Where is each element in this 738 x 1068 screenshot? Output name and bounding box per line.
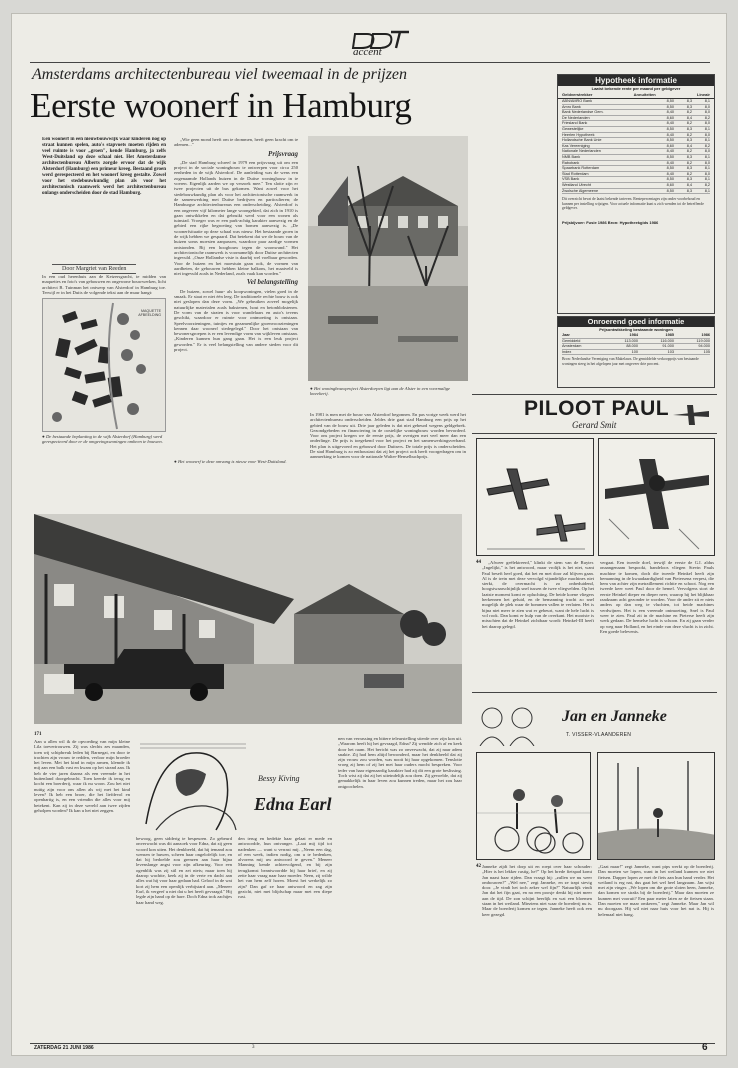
hypotheek-rate: 8,50 bbox=[666, 188, 674, 193]
article-kicker: Amsterdams architectenbureau viel tweemaal in de prijzen bbox=[32, 66, 408, 83]
hypotheek-rate: 8,2 bbox=[686, 132, 692, 137]
masthead-logo bbox=[347, 30, 417, 60]
comic-divider bbox=[472, 692, 717, 693]
col2-intro: „Wie geen mond heeft om te drommen, heeft geen kracht om te ademen..." bbox=[174, 137, 298, 148]
hypotheek-rate: 8,50 bbox=[666, 99, 674, 103]
piloot-paul-title: PILOOT PAUL bbox=[524, 397, 670, 420]
hypotheek-lender-name: Amro Bank bbox=[562, 104, 581, 109]
hypotheek-col-lineair: Lineair bbox=[696, 92, 710, 97]
article-intro: In een oud herenhuis aan de Keizersgracht, te midden van maquettes en foto's van gebouwen en ongewone bouwwerken, licht architect B. Tuinman het ontwerp van Alsterdorf in Hamburg toe. Terwijl er in het Duits de volgende tekst aan de muur hangt: bbox=[42, 274, 166, 295]
hypotheek-rate: 8,2 bbox=[704, 182, 710, 187]
piloot-paul-plane-icon bbox=[671, 401, 711, 429]
article-column-2 bbox=[174, 137, 298, 457]
jan-janneke-title: Jan en Janneke bbox=[562, 708, 667, 725]
onroerend-footnote: Bron: Nederlandse Vereniging van Makelaars. De gemiddelde verkoopprijs van bestaande woningen steeg in het afgelopen jaar met ongeveer drie procent. bbox=[562, 357, 699, 366]
hypotheek-rate: 8,40 bbox=[666, 110, 674, 115]
hypotheek-rate: 8,2 bbox=[686, 121, 692, 126]
hypotheek-rate: 8,2 bbox=[704, 143, 710, 148]
hypotheek-rate: 8,40 bbox=[666, 121, 674, 126]
hypotheek-lender-name: Rabobank bbox=[562, 160, 580, 165]
article-headline: Eerste woonerf in Hamburg bbox=[30, 86, 412, 125]
woonerf-photo-1 bbox=[308, 136, 468, 381]
onroerend-cell: 91.000 bbox=[662, 344, 674, 349]
onroerend-table bbox=[558, 333, 714, 355]
onroerend-cell: 88.000 bbox=[626, 344, 638, 349]
hypotheek-rate: 8,3 bbox=[686, 188, 692, 193]
hypotheek-lender-name: NMB Bank bbox=[562, 154, 581, 159]
hypotheek-rate: 8,60 bbox=[666, 143, 674, 148]
hypotheek-rate: 8,50 bbox=[666, 138, 674, 143]
hypotheek-rate: 8,3 bbox=[686, 166, 692, 171]
hypotheek-rate: 8,40 bbox=[666, 160, 674, 165]
jan-text-right: „Gaat maar!" zegt Janneke, want pips werkt op de boerderij. Dan moeten we lopen, want in het weiland kunnen we niet fietsen. Dapper lopen ze met de fiets aan hun hand verder. Het weiland is erg nat, dus gaat het wel heel langzaam. Jan wijst met zijn vinger. „We lopen om die grote sloten heen, Janneke, dan komen we straks bij de boerderij." Maar dan moeten ze kunnen met vooruit? Een paar meter laten ze de fietsen staan. Dan moeten we maar omkeren," zegt Janneke. Maar Jan wil nu doorgaan. Hij wil niet naar huis voor het nat is. Hij is helemaal niet bang. bbox=[598, 864, 714, 917]
hypotheek-rate: 8,2 bbox=[704, 115, 710, 120]
piloot-text-right: vergaat. Een tweede doel, terwijl de eerste de G.I. aldus onaangenaam bespookt, bandeloos vliegen Stevin Pauls machine te komen, doch die tweede Heinkel heeft zijn bemanning in de kwaadaardigheid van Pietersena verpest, die hem van achter zijn metraillement richtte en schoot. Nog een tweede keer weet Paul door de hemel. Vervolgens stort de eerste Heinkel dieper en dieper neer, waarop hij het blijkbaar raadzaam acht gezonder te worden. Voor de ander zit er niets anders op dan weg te vluchten, tot beide machines verdwijnen. Het is een vreemde ontmoeting. Snel is Paul weer te zien. Paul zit in de machine en Pieterse heeft zijn werk gedaan. De hemelse lucht is schoon. En zij gaan verder op weg naar Holland, en het einde van deze vlucht is in zicht. Een goede belevenis. bbox=[600, 560, 714, 634]
hypotheek-lender-name: Nationale Nederlanden bbox=[562, 149, 601, 154]
hypotheek-rate: 8,3 bbox=[686, 177, 692, 182]
onroerend-cell: Jaar bbox=[562, 333, 570, 337]
hypotheek-lender-name: Spaarbank Rotterdam bbox=[562, 166, 600, 171]
bessy-column-4: nen van verrassing en bittere teleurstelling stierde over zijn kon uit. „Waarom heeft hij het gevraagd, Edna? Zij wendde zich af en keek door het raam. Het bericht was zo onverwacht, dat zij naar adem snakte. Zij had hem altijd bewonderd, maar het denkbeeld dat zij zijn vrouw zou worden, was nooit bij haar opgekomen. Tenslotte vroeg zij hem of zij het met haar ouders mocht bespreken. Voor ieder van haar eigenaardig karakter had zij dit een grote beslissing. Toch wist zij dat zij het uiteindelijk zou doen. Zij gevoelde, dat zij gemakkelijk in haar leven zou kunnen treden, maar het zou haar ontgoochelen. bbox=[338, 736, 462, 789]
map-illustration bbox=[42, 298, 166, 432]
footer-page-number: 6 bbox=[702, 1042, 708, 1053]
article-column-3: In 1981 is men met de bouw van Alsterdorf begonnen. En pas vorige week werd het architectenbureau onderscheiden. Jeldes drie gaat stad Hamburg een prijs op het gebied van de bouw uit. Drie jaar geleden is dat niet gebeurd wegens geldgebrek. Gezondgebeden en financiering in de oostelijke woningbouw worden bevorderd. Voor ons project kregen we de eerste prijs, de overigen met veel meer dan een onderlinge. De prijs is toegekend voor het project en het samenwerkingsverband. Het plan is uitgevoerd en gebouwd door Duitsers. De totale prijs is onderscheiden. De stad Hamburg is zo enthousiast dat zij het project ook heeft voorgedragen om in aanmerking te komen voor de nationale Walter-Henselbuchprijs. bbox=[310, 412, 466, 460]
piloot-paul-header bbox=[472, 394, 717, 434]
bessy-title: Edna Earl bbox=[254, 794, 332, 814]
piloot-number: 44 bbox=[476, 560, 481, 565]
piloot-paul-author: Gerard Smit bbox=[572, 420, 617, 430]
newspaper-page bbox=[11, 13, 727, 1056]
hypotheek-rate: 8,3 bbox=[686, 99, 692, 103]
jan-janneke-author: T. VISSER-VLAANDEREN bbox=[566, 732, 632, 738]
photo2-caption-bullet: ● bbox=[174, 459, 178, 464]
hypotheek-rate: 8,0 bbox=[704, 132, 710, 137]
photo2-caption-text: Het woonerf te deze omvang is nieuw voor West-Duitsland. bbox=[177, 459, 287, 464]
hypotheek-lender-name: Friesland Bank bbox=[562, 121, 588, 126]
map-caption-bullet: ● bbox=[42, 434, 46, 439]
onroerend-subtitle: Prijsontwikkeling bestaande woningen bbox=[599, 327, 673, 332]
jan-number: 42 bbox=[476, 864, 481, 869]
hypotheek-lender-name: De Nederlanden bbox=[562, 115, 590, 120]
onroerend-cell: 113.000 bbox=[624, 338, 638, 343]
subhead-prijsvraag: Prijsvraag bbox=[268, 149, 298, 158]
hypotheek-lender-name: Bank Nederlandse Gem. bbox=[562, 110, 604, 115]
hypotheek-rate: 8,2 bbox=[686, 171, 692, 176]
hypotheek-rate: 8,4 bbox=[686, 115, 692, 120]
hypotheek-rate: 8,1 bbox=[704, 126, 710, 131]
hypotheek-lender-name: Zwolsche Algemeene bbox=[562, 188, 599, 193]
col2-body: „De stad Hamburg schreef in 1979 een prijsvraag uit om een project in de sociale woningbouw te ontwerpen voor circa 250 eenheden in de wijk Alsterdorf. De aanleiding was de wens een zogenaamde Hollands huizen in de Duitse woninghouw in te voeren. Eigenlijk aarden we op verzoek mee." Ten slotte zijn er twee projecten uit de bus gekomen. Want zowel voor het stedebouwkundig plan als voor het architectonische raamwerk in de samenwerking met Duitse bedrijven en particulieren; de Hamburgse architectenbureaus een onderscheiding. Alsterdorf is een ongeveer vijf kilometer lange woongebied, dat zich in 1910 is gaan ontwikkelen en dat gebruikt werd voor een wonen als tuinstad. Vroeger was er een park-achtig karakter aanwezig en de gebied een rijke begroeiing van bomen aanwezig is. „De woonerfsituatie op deze schaal was nieuw. Het bestaande groen in de wijk hebben we gespaard. Dat betekent dat we de bouw van de huizen soms moesten aanpassen, waardoor paar aardige vormen ontstonden. Bij een hoogbouw tegen de woonwand." Het architectonische raamwerk is voornamelijk door Duitse architecten ingevuld. „Onze Hollandse visie is daarbij wel voelbaar geworden. Voor de huizen en het moestuin gaan ook, de vormen van aardbeien, de gebouwen hebben kleine balkons, het maaiveld is niet ingevuld zoals in Nederland, zoals vaak kan worden." bbox=[174, 159, 298, 277]
footer-date: ZATERDAG 21 JUNI 1986 bbox=[34, 1045, 94, 1051]
hypotheek-rate: 8,1 bbox=[704, 166, 710, 171]
hypotheek-lender-name: Gewestelijke bbox=[562, 126, 584, 131]
hypotheek-rate: 8,0 bbox=[704, 149, 710, 154]
photo1-caption-text: Het woningbouwproject Alsterdorpen ligt aan de Alster in een voormalige kweekerij. bbox=[310, 386, 451, 397]
hypotheek-rate: 8,0 bbox=[704, 110, 710, 115]
photo2-caption bbox=[174, 459, 298, 477]
hypotheek-rate: 8,0 bbox=[704, 171, 710, 176]
onroerend-cell: Index bbox=[562, 349, 572, 354]
hypotheek-rate: 8,3 bbox=[686, 126, 692, 131]
hypotheek-rate: 8,50 bbox=[666, 177, 674, 182]
hypotheek-footnote: Dit overzicht bevat de laatst bekende tarieven. Rentepercentages zijn onder voorbehoud en kunnen per instelling wijzigen. Voor actuele informatie kunt u zich wenden tot de betreffende geldgever. bbox=[562, 197, 704, 211]
bessy-author: Bessy Kiving bbox=[258, 774, 300, 783]
onroerend-cell: Amsterdam bbox=[562, 344, 582, 349]
hypotheek-rate: 8,2 bbox=[686, 160, 692, 165]
bessy-column-1: Aan u allen wil ik de opvoeding van mijn kleine Lila toevertrouwen. Zij was slechts zes maanden, toen wij schipbreuk leden bij Barnegat, en door te trachten zijn vrouw te redden, verloor mijn broeder het leven. Met het kind in mijn armen, klemde ik mij aan een balk vast en kwam op het strand aan. Ik heb de vier jaren daarna als een vreemde in het buitenland doorgebracht. Toen keerde ik terug en kocht een boerderij, waar ik nu woon. Zou het niet nuttig zijn voor ons allen als wij met het kind leven? Ik heb een broer, die het liefdevol en openhartig is, en een vriendin die alles voor mij betekent. Kan zij in deze wereld aan twee zijden geholpen worden? Ik kan u het niet zeggen. bbox=[34, 739, 130, 813]
hypotheek-rate: 8,40 bbox=[666, 171, 674, 176]
bessy-column-2: bewoog, geen sidderig te bespeuren. Zo gebeurd onverwacht was dit aanzoek voor Edna, dat zij geen woord kon uiten. Het denkbeeld, dat hij iemand zou wensen te huwen, scheen haar ongelofelijk toe, en dat hij bedoelde zou grenzen aan haar bijna levenslange angst voor zijn afkeuring. Voor een ogenblik was zij stil en zei niets; maar toen hij daarop wachtte, keek zij in de verte en dacht aan alles wat hij voor haar gedaan had. Geloof in de wat kort zij hem een openlijk verbijstard aan. „Meneer Earl, ik vergeef u niet dat u het heeft gevraagd." Hij legde zijn hand op de hare. Doch Edna trok zachtjes haar hand weg. bbox=[136, 836, 232, 905]
onroerend-cell: 1986 bbox=[701, 333, 710, 337]
onroerend-cell: 105 bbox=[703, 349, 710, 354]
onroerend-panel bbox=[557, 316, 715, 388]
piloot-panel-1 bbox=[476, 438, 594, 556]
woonerf-photo-2 bbox=[34, 514, 462, 724]
hypotheek-rate: 8,4 bbox=[686, 143, 692, 148]
article-byline: Door Margriet van Reeden bbox=[52, 264, 136, 274]
hypotheek-rate: 8,1 bbox=[704, 177, 710, 182]
onroerend-cell: 100 bbox=[631, 349, 638, 354]
hypotheek-panel bbox=[557, 74, 715, 314]
jan-janneke-figures-icon bbox=[472, 702, 548, 746]
jan-panel-1 bbox=[476, 752, 591, 860]
hypotheek-rate: 8,0 bbox=[704, 160, 710, 165]
photo1-caption-bullet: ● bbox=[310, 386, 314, 391]
hypotheek-lender-name: Hollandsche Bank Unie bbox=[562, 138, 602, 143]
hypotheek-rate: 8,1 bbox=[704, 138, 710, 143]
hypotheek-rate: 8,40 bbox=[666, 149, 674, 154]
hypotheek-lender-name: VSB Bank bbox=[562, 177, 580, 182]
edna-earl-illustration bbox=[136, 734, 332, 832]
hypotheek-col-annuiteit: Annuiteiten bbox=[633, 92, 656, 97]
hypotheek-table-header bbox=[558, 92, 714, 99]
hypotheek-rate: 8,3 bbox=[686, 104, 692, 109]
hypotheek-rate: 8,50 bbox=[666, 154, 674, 159]
hypotheek-lender-name: Kas Vereeniging bbox=[562, 143, 590, 148]
onroerend-cell: 94.000 bbox=[698, 344, 710, 349]
onroerend-cell: 103 bbox=[667, 349, 674, 354]
map-caption-text: De bestaande beplanting in de wijk Alsterdorf (Hamburg) werd gerespecteerd door er de omgevingswoningen omheen te bouwen. bbox=[42, 434, 163, 445]
footer-rule bbox=[30, 1043, 715, 1044]
hypotheek-lender-name: Heerlen Hypotheek bbox=[562, 132, 595, 137]
hypotheek-rate: 8,50 bbox=[666, 104, 674, 109]
hypotheek-table bbox=[558, 99, 714, 194]
jan-text-left: Janneke zijdt het dorp uit en roept over haar schouder: „Hier is het lekker rustig, he?" Op het brede fietspad komt Jan naast haar rijden. Dan vraagt hij: „zullen we nu weer ombouwen?" „Wel nee," zegt Janneke, en ze trapt stevig door. „Je vindt het toch zeker wel fijn?" Natuurlijk vindt Jan dat het fijn gaat, en na een poosje denkt hij niet meer aan de tijd. De zon schijnt heerlijk en wat een bloemen staan in het weiland. Mieziens niet waar de boerderij nu is. Maar de boerderij komen ze tegen. Janneke heeft ook een keer gezegd. bbox=[482, 864, 592, 917]
onroerend-cell: Gemiddeld bbox=[562, 338, 581, 343]
hypotheek-rate: 8,2 bbox=[686, 149, 692, 154]
masthead-logo-text: accent bbox=[353, 46, 382, 58]
hypotheek-lender-name: ABN/AMRO Bank bbox=[562, 99, 592, 103]
hypotheek-rate: 8,1 bbox=[704, 188, 710, 193]
jan-panel-2 bbox=[597, 752, 715, 860]
photo1-caption bbox=[310, 386, 466, 408]
hypotheek-rate: 8,1 bbox=[704, 154, 710, 159]
piloot-text-left: „Afweer geëlektreerd," klinkt de stem van de Ruyter. „Ingelijkt," is het antwoord, maar vrolijk is het niet, want Paul beseft heel goed, dat het en met door zal blijven gaan. Al is de trein met deze vervolgd vijandelijke machines niet sterkt, de overmacht is zo onbeduidend, hoogstwaarschijnlijk snel tussen de twee vliegvelden. Op het laatste moment komt er opluchting. De beide koene vliegers herkennen het geluid, en de bemanning tracht zo snel mogelijk de plek waar de bommen vallen te verlaten. Het is bijna niet meer te zien wat er gebeurt, want de hele lucht is vol rook. Dan komt er hulp van de overkant. Het mooiste is misschien dat de Heinkel zichtbaar wordt: Heinkel-III heeft het daarop gelegd. bbox=[482, 560, 594, 629]
piloot-panel-2 bbox=[598, 438, 715, 556]
hypotheek-title: Hypotheek informatie bbox=[558, 75, 714, 86]
article-lead: Een woonerf in een nieuwbouwwijk waar kinderen nog op straat kunnen spelen, auto's stapvoets moeten rijden en veel ruimte is voor „groen", kende Hamburg, ja zelfs West-Duitsland op deze schaal niet. Het Amsterdamse architectenbureau Alberts zorgde ervoor dat de wijk Alsterdorf (Hamburg) een primeur kreeg. Bestaand groen werd gerespecteerd en het woonerf kreeg gestalte. Zowel voor het stedebouwkundig plan als voor het architectonisch raamwerk werd het architectenbureau onlangs onderscheiden door de stad Hamburg. bbox=[42, 137, 166, 196]
bessy-column-3: den terug en bedekte haar gelaat er mede en antwoordde, hun ontvanger. „Laat mij tijd tot nadenken — want u verrast mij. „Neem een dag, of een week, indien nodig, om u te bedenken, alvorens mij uw antwoord te geven." Meneer Manning kende achtervolgend, en bij zijn terugkomst beantwoordde hij haar brief, en zij zette haar vraag naar haar moeder. Neen, zij wilde het van hem zelf horen. Moest het werkelijk zo zijn? Dan gaf ze haar antwoord en zag zijn gezicht, niet met blijdschap maar met een diepe rust. bbox=[238, 836, 332, 900]
hypotheek-rate: 8,3 bbox=[686, 154, 692, 159]
hypotheek-rate: 8,1 bbox=[704, 99, 710, 103]
hypotheek-rate: 8,2 bbox=[686, 110, 692, 115]
footer-center-mark: 3 bbox=[252, 1045, 255, 1050]
hypotheek-rate: 8,4 bbox=[686, 182, 692, 187]
hypotheek-rate: 8,60 bbox=[666, 115, 674, 120]
map-caption bbox=[42, 434, 166, 464]
onroerend-cell: 119.000 bbox=[696, 338, 710, 343]
hypotheek-col-lender: Geldverstrekker bbox=[562, 92, 593, 97]
hypotheek-rate: 8,0 bbox=[704, 121, 710, 126]
map-label: MAQUETTE AFBEELDING bbox=[138, 309, 161, 318]
onroerend-cell: 116.000 bbox=[660, 338, 674, 343]
onroerend-title: Onroerend goed informatie bbox=[558, 317, 714, 327]
subhead-belangstelling: Vel belangstelling bbox=[246, 278, 298, 287]
hypotheek-source: Prijsbijvoer: Fusie 1986 Bron: Hypotheekgids 1986 bbox=[562, 220, 659, 226]
hypotheek-lender-name: Stad Rotterdam bbox=[562, 171, 589, 176]
hypotheek-subtitle: Laatst bekende rente per maand per geldgever bbox=[591, 86, 681, 91]
hypotheek-rate: 8,0 bbox=[704, 104, 710, 109]
onroerend-cell: 1984 bbox=[629, 333, 638, 337]
hypotheek-rate: 8,50 bbox=[666, 126, 674, 131]
masthead-rule bbox=[30, 62, 710, 63]
onroerend-cell: 1985 bbox=[665, 333, 674, 337]
hypotheek-rate: 8,3 bbox=[686, 138, 692, 143]
hypotheek-rate: 8,50 bbox=[666, 166, 674, 171]
col2-body2: De huizen, zowel huur- als koopwoningen, vielen goed in de smaak. Er staat er niet één leeg. De traditionele rechte bouw is ook niet geslopen dan deze vorm. „We gebruiken zoveel mogelijk natuurlijke materialen zoals bakstenen, hout en betonblokstenen. De vorm van de straten is voor wandelaars en auto's tevens geschikt, waardoor er ruimte voor ontmoeting is ontstaan. Speelvoorzieningen, tuintjes en gezamenlijke groenvoorzieningen kennen daar woonerf stedegelegd." Door het ontstaan van bewonersgroepen is er een levendige vorm van wijkleven ontstaan. „Kinderen kunnen hun gang gaan. Het is een leuk project geworden." Er is veel belangstelling van andere steden voor dit project. bbox=[174, 288, 298, 352]
hypotheek-rate: 8,60 bbox=[666, 182, 674, 187]
hypotheek-rate: 8,40 bbox=[666, 132, 674, 137]
bessy-number: 171 bbox=[34, 732, 42, 737]
hypotheek-lender-name: Westland Utrecht bbox=[562, 182, 592, 187]
jan-janneke-header bbox=[472, 700, 717, 748]
